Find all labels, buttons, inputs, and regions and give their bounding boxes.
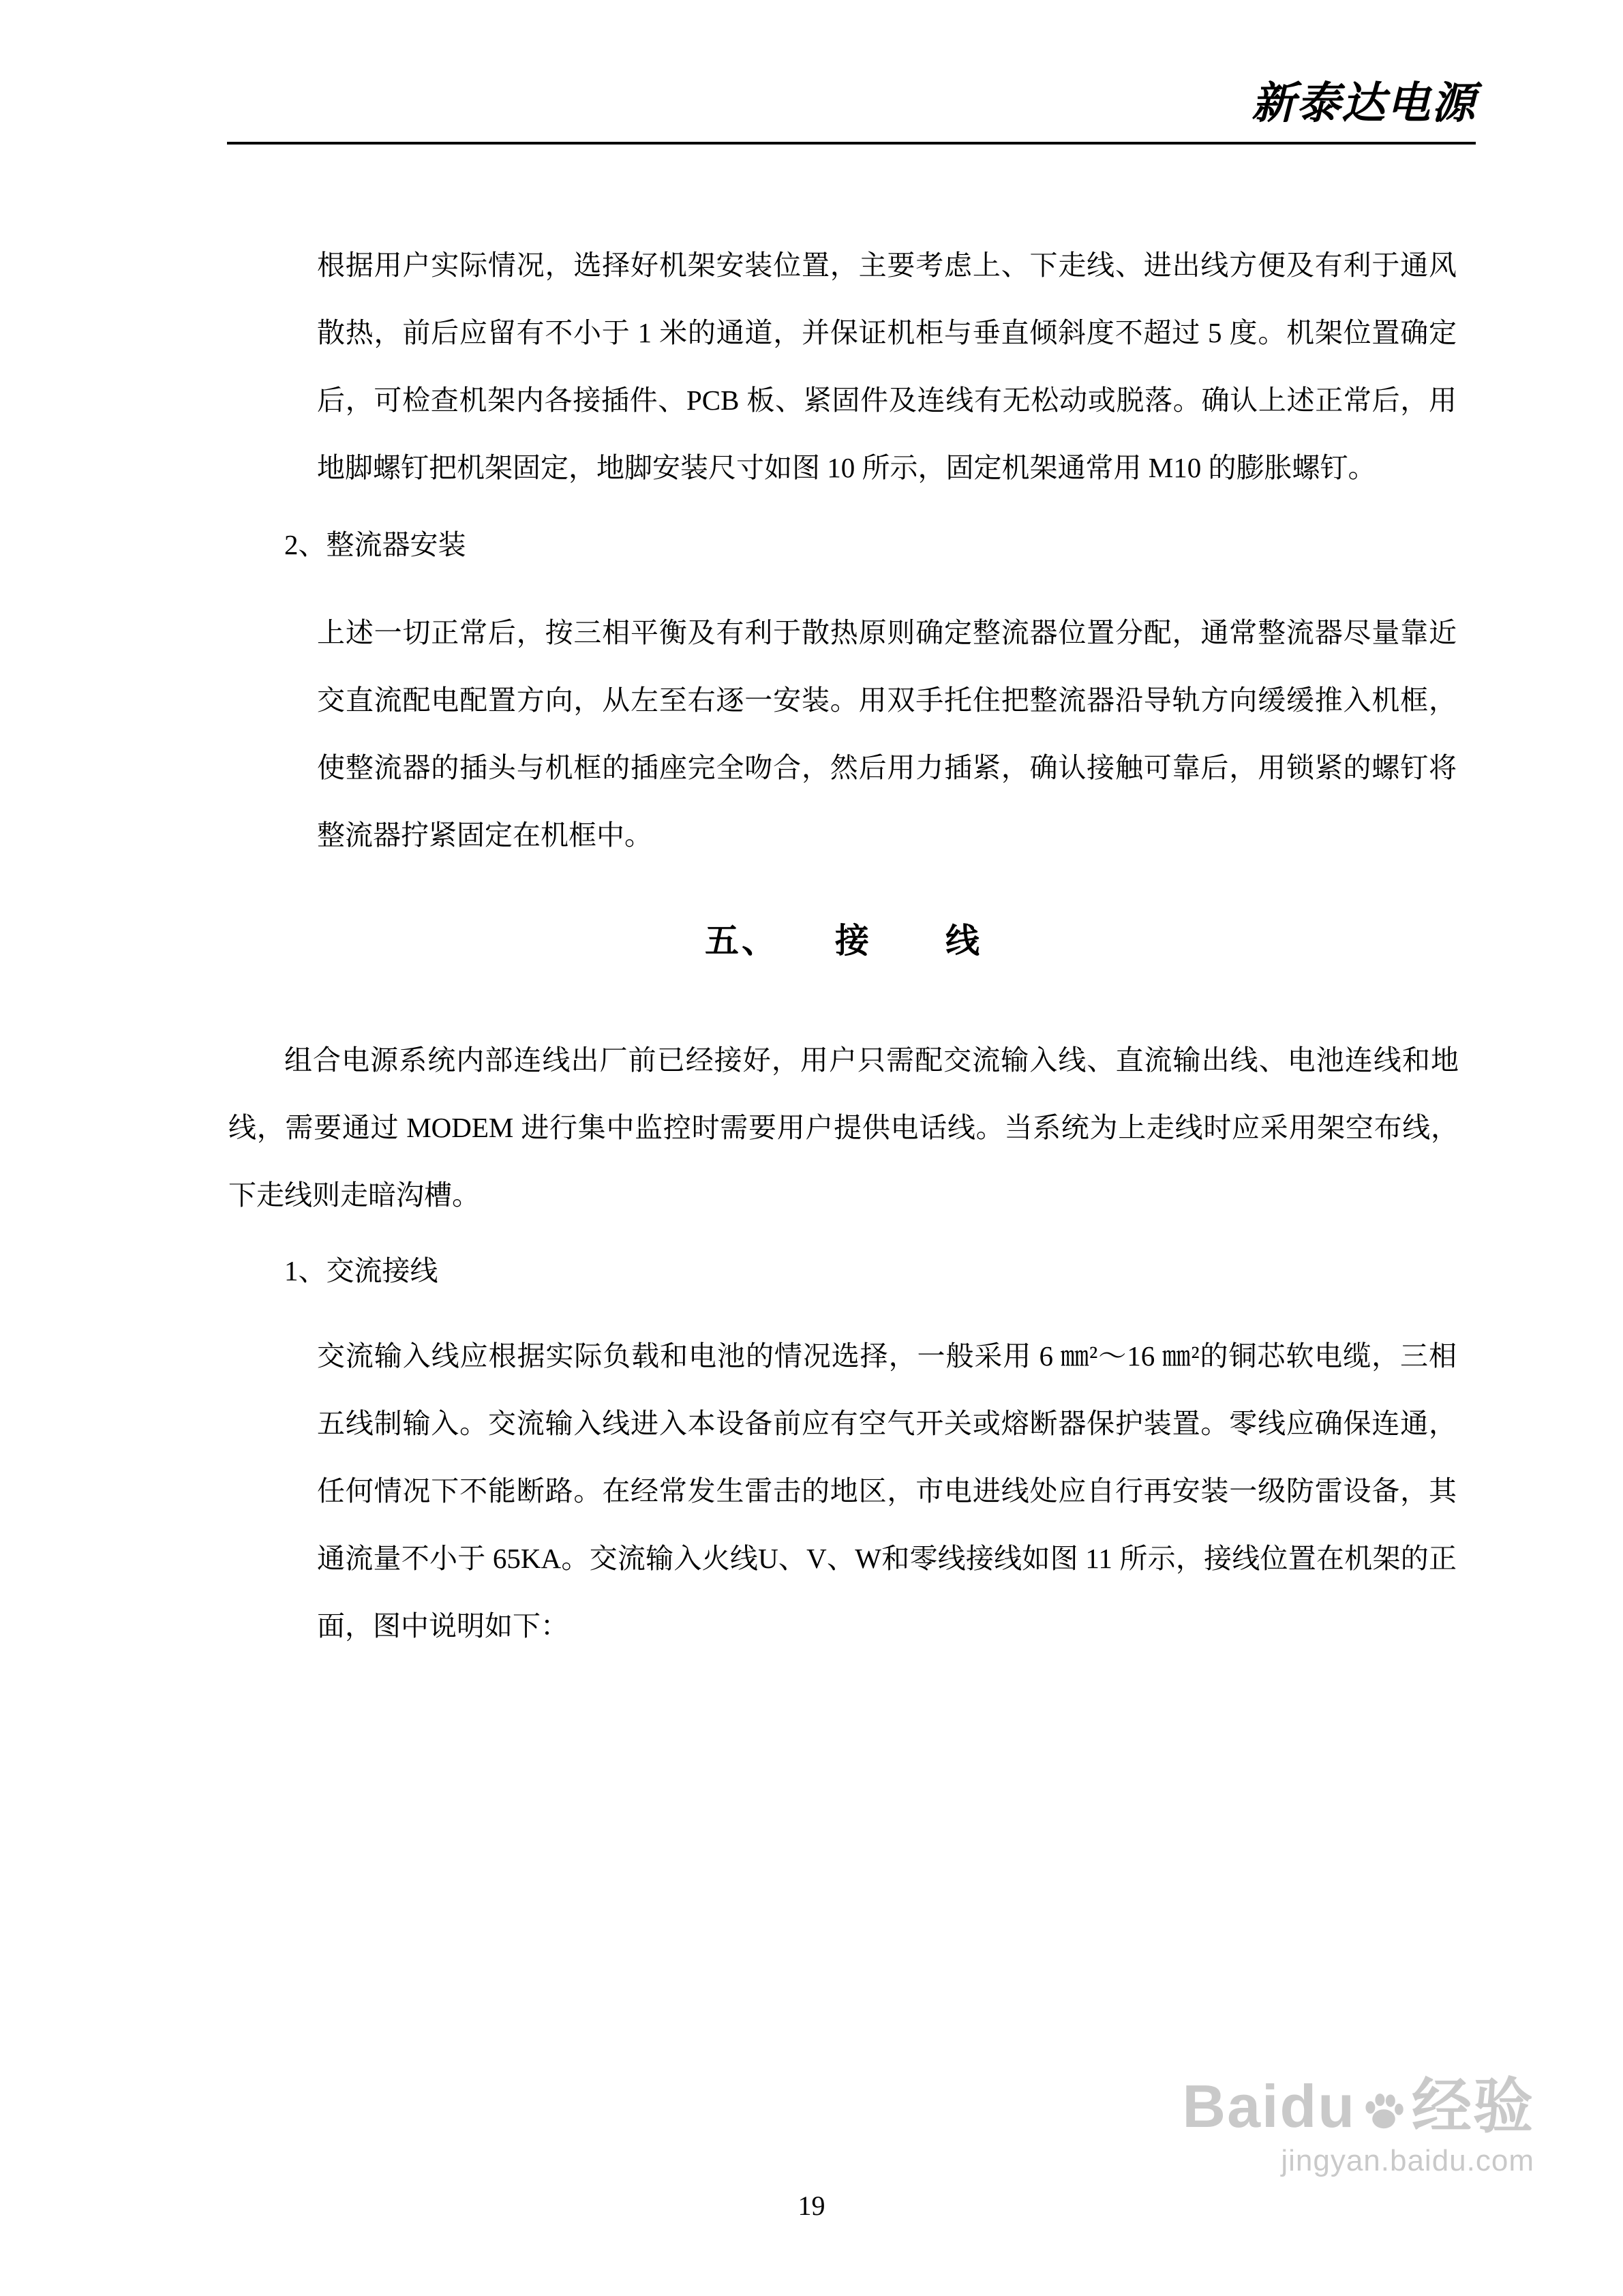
- heading-ac-wiring: 1、交流接线: [284, 1255, 438, 1286]
- watermark-brand-cn: 经验: [1411, 2072, 1534, 2140]
- watermark-brand: [1183, 2072, 1534, 2141]
- header-divider: [227, 142, 1476, 145]
- paragraph-rectifier-installation: 上述一切正常后，按三相平衡及有利于散热原则确定整流器位置分配，通常整流器尽量靠近交直流配电配置方向，从左至右逐一安装。用双手托住把整流器沿导轨方向缓缓推入机框，使整流器的插头与机框的插座完全吻合，然后用力插紧，确认接触可靠后，用锁紧的螺钉将整流器拧紧固定在机框中。: [317, 617, 1457, 851]
- watermark-url: jingyan.baidu.com: [1281, 2144, 1534, 2177]
- paragraph-ac-wiring: 交流输入线应根据实际负载和电池的情况选择，一般采用 6 ㎜²～16 ㎜²的铜芯软电缆，三相五线制输入。交流输入线进入本设备前应有空气开关或熔断器保护装置。零线应确保连通，任何情况下不能断路。在经常发生雷击的地区，市电进线处应自行再安装一级防雷设备，其通流量不小于 65KA。交流输入火线U、V、W和零线接线如图 11 所示，接线位置在机架的正面，图中说明如下：: [317, 1340, 1457, 1642]
- brand-logo: 新泰达电源: [1252, 79, 1476, 127]
- section-title-wiring: 五、 接 线: [705, 922, 982, 960]
- page-number: 19: [798, 2190, 825, 2221]
- paragraph-wiring-overview: 组合电源系统内部连线出厂前已经接好，用户只需配交流输入线、直流输出线、电池连线和地线，需要通过 MODEM 进行集中监控时需要用户提供电话线。当系统为上走线时应采用架空布线，下走线则走暗沟槽。: [228, 1044, 1459, 1211]
- document-body: [228, 232, 1459, 1660]
- paragraph-rack-installation: 根据用户实际情况，选择好机架安装位置，主要考虑上、下走线、进出线方便及有利于通风散热，前后应留有不小于 1 米的通道，并保证机柜与垂直倾斜度不超过 5 度。机架位置确定后，可检查机架内各接插件、PCB 板、紧固件及连线有无松动或脱落。确认上述正常后，用地脚螺钉把机架固定，地脚安装尺寸如图 10 所示，固定机架通常用 M10 的膨胀螺钉。: [317, 250, 1457, 483]
- heading-rectifier-installation: 2、整流器安装: [284, 529, 466, 560]
- watermark: [1183, 2072, 1534, 2181]
- watermark-brand-latin: Baidu: [1182, 2072, 1356, 2140]
- paw-print-icon: [1360, 2081, 1408, 2128]
